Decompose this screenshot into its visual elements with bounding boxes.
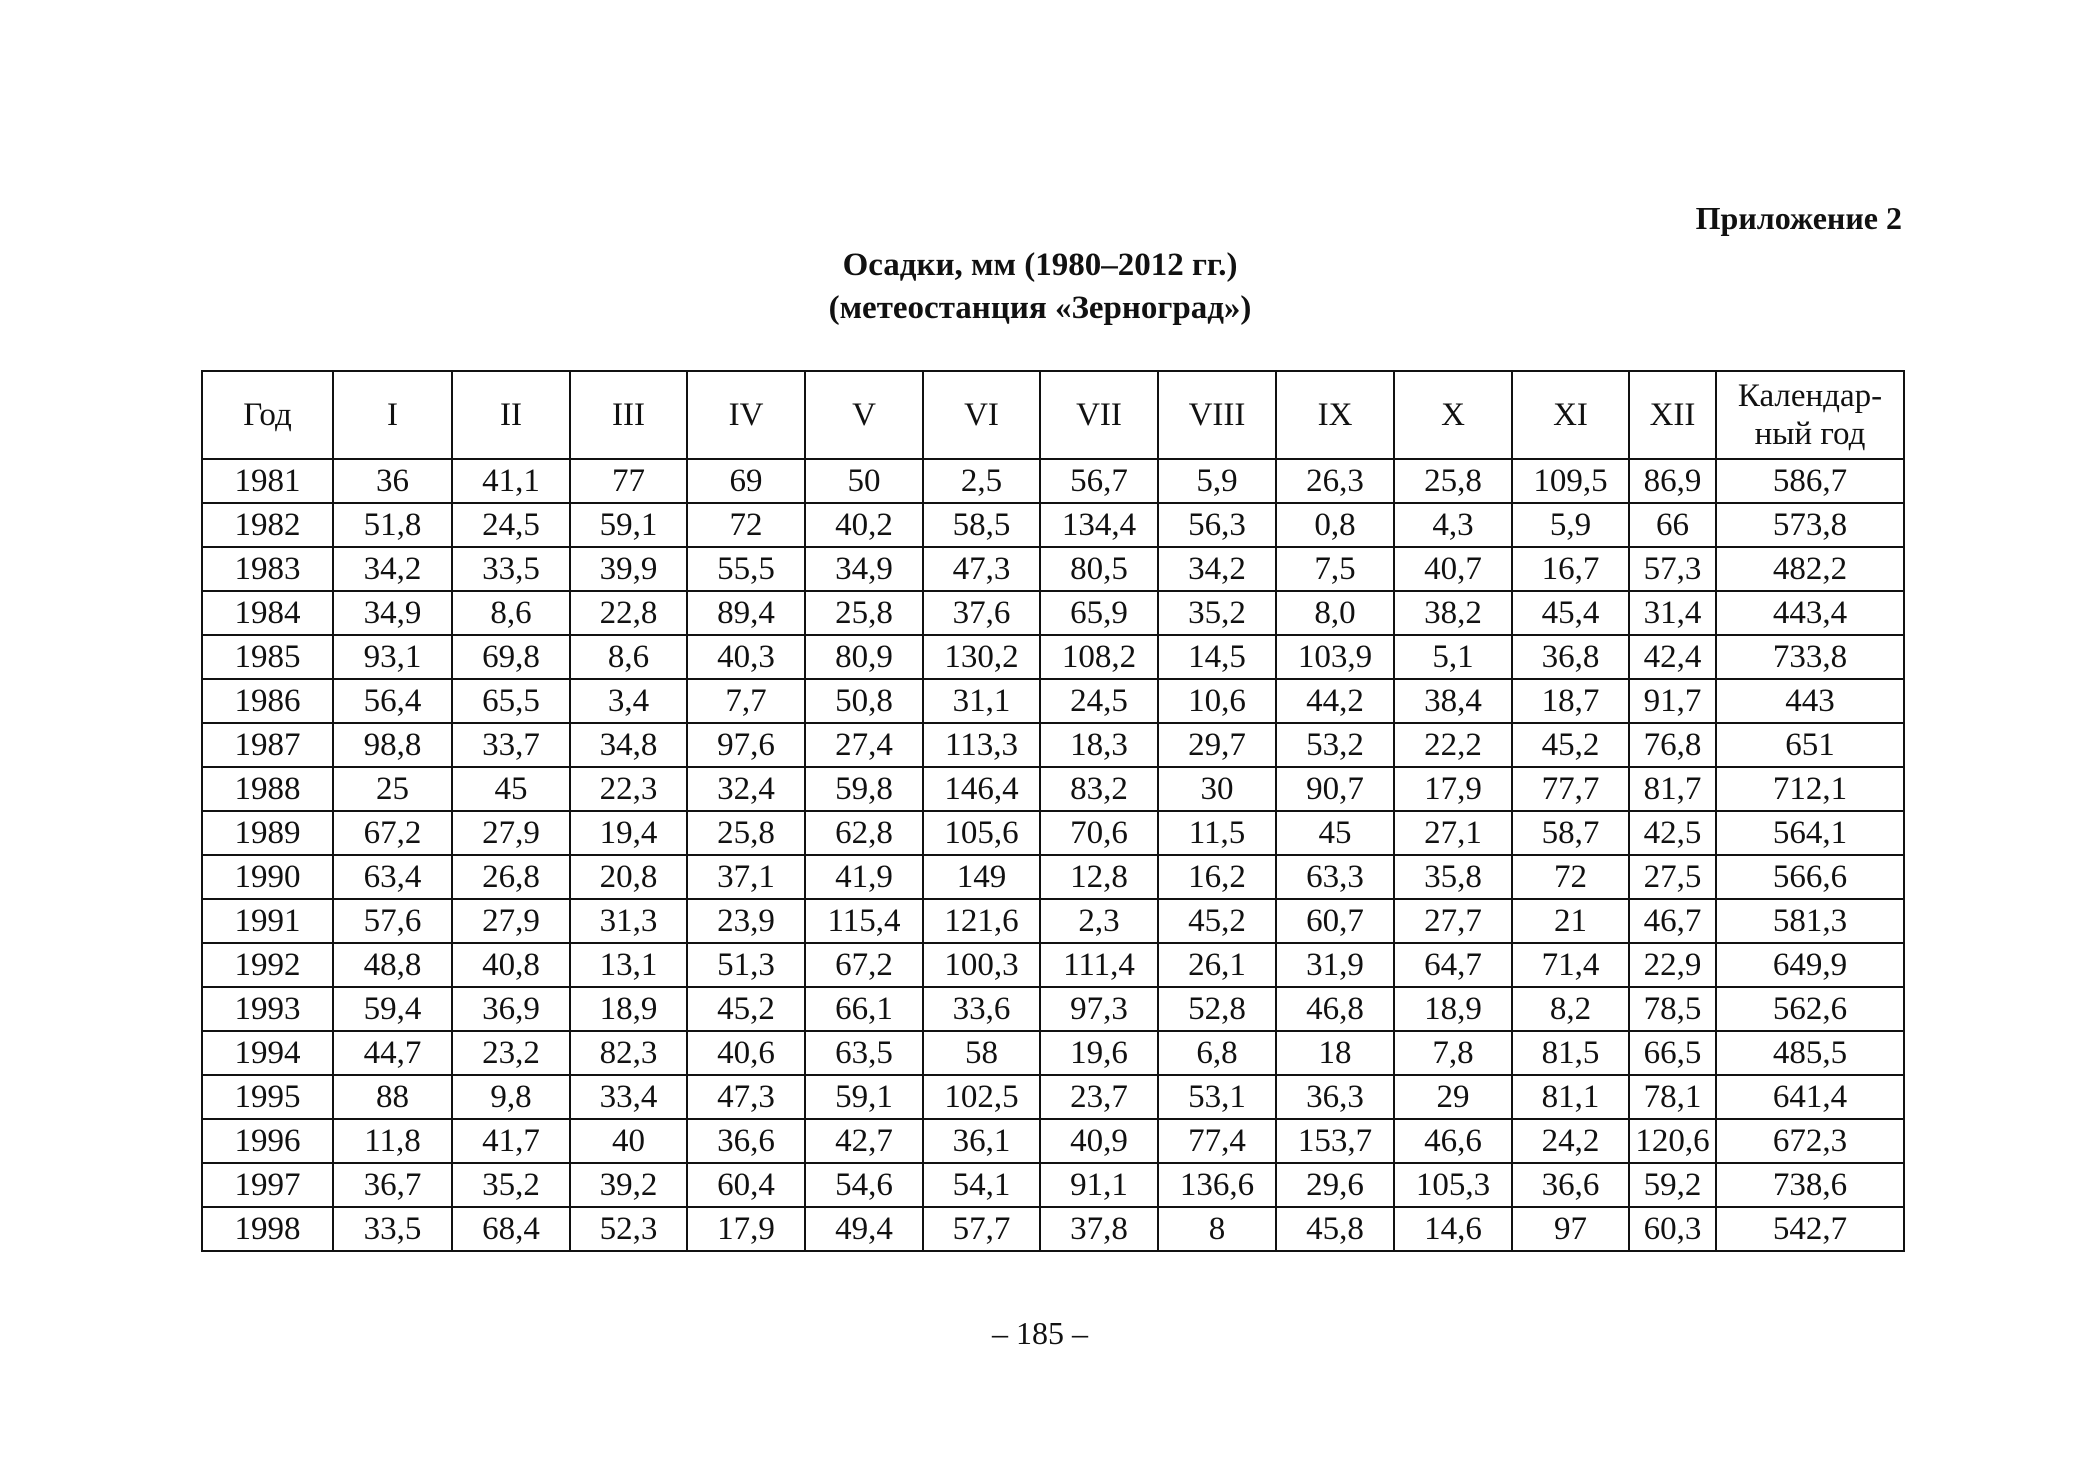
annual-cell: 564,1 — [1716, 811, 1904, 855]
month-cell: 13,1 — [570, 943, 687, 987]
month-cell: 30 — [1158, 767, 1276, 811]
month-cell: 82,3 — [570, 1031, 687, 1075]
annual-cell: 641,4 — [1716, 1075, 1904, 1119]
month-cell: 77,4 — [1158, 1119, 1276, 1163]
month-cell: 6,8 — [1158, 1031, 1276, 1075]
month-cell: 77,7 — [1512, 767, 1629, 811]
annual-cell: 733,8 — [1716, 635, 1904, 679]
header-month: VIII — [1158, 371, 1276, 459]
header-month: X — [1394, 371, 1512, 459]
month-cell: 26,3 — [1276, 459, 1394, 503]
month-cell: 45,2 — [687, 987, 805, 1031]
month-cell: 20,8 — [570, 855, 687, 899]
month-cell: 89,4 — [687, 591, 805, 635]
table-row — [202, 855, 1904, 899]
month-cell: 18,7 — [1512, 679, 1629, 723]
month-cell: 41,9 — [805, 855, 923, 899]
month-cell: 63,3 — [1276, 855, 1394, 899]
year-cell: 1988 — [202, 767, 333, 811]
table-row — [202, 1119, 1904, 1163]
month-cell: 22,9 — [1629, 943, 1716, 987]
month-cell: 58,5 — [923, 503, 1040, 547]
month-cell: 27,1 — [1394, 811, 1512, 855]
month-cell: 108,2 — [1040, 635, 1158, 679]
month-cell: 33,7 — [452, 723, 570, 767]
month-cell: 17,9 — [687, 1207, 805, 1251]
month-cell: 153,7 — [1276, 1119, 1394, 1163]
month-cell: 19,4 — [570, 811, 687, 855]
header-annual: Календар-ный год — [1716, 371, 1904, 459]
month-cell: 46,8 — [1276, 987, 1394, 1031]
month-cell: 34,2 — [1158, 547, 1276, 591]
month-cell: 56,4 — [333, 679, 452, 723]
month-cell: 42,7 — [805, 1119, 923, 1163]
month-cell: 39,9 — [570, 547, 687, 591]
month-cell: 36,6 — [687, 1119, 805, 1163]
table-row — [202, 811, 1904, 855]
month-cell: 29,7 — [1158, 723, 1276, 767]
month-cell: 8,0 — [1276, 591, 1394, 635]
month-cell: 105,6 — [923, 811, 1040, 855]
header-month: XII — [1629, 371, 1716, 459]
table-row — [202, 1075, 1904, 1119]
month-cell: 25 — [333, 767, 452, 811]
month-cell: 23,7 — [1040, 1075, 1158, 1119]
month-cell: 33,5 — [452, 547, 570, 591]
year-cell: 1992 — [202, 943, 333, 987]
year-cell: 1998 — [202, 1207, 333, 1251]
annual-cell: 443,4 — [1716, 591, 1904, 635]
month-cell: 66 — [1629, 503, 1716, 547]
month-cell: 36,7 — [333, 1163, 452, 1207]
table-row — [202, 547, 1904, 591]
month-cell: 77 — [570, 459, 687, 503]
month-cell: 19,6 — [1040, 1031, 1158, 1075]
month-cell: 18,9 — [1394, 987, 1512, 1031]
header-month: V — [805, 371, 923, 459]
month-cell: 2,5 — [923, 459, 1040, 503]
month-cell: 60,7 — [1276, 899, 1394, 943]
table-row — [202, 1207, 1904, 1251]
month-cell: 11,5 — [1158, 811, 1276, 855]
month-cell: 53,1 — [1158, 1075, 1276, 1119]
month-cell: 80,5 — [1040, 547, 1158, 591]
year-cell: 1989 — [202, 811, 333, 855]
month-cell: 78,1 — [1629, 1075, 1716, 1119]
month-cell: 59,8 — [805, 767, 923, 811]
month-cell: 42,5 — [1629, 811, 1716, 855]
month-cell: 35,2 — [1158, 591, 1276, 635]
month-cell: 63,5 — [805, 1031, 923, 1075]
month-cell: 31,9 — [1276, 943, 1394, 987]
year-cell: 1994 — [202, 1031, 333, 1075]
table-row — [202, 679, 1904, 723]
month-cell: 103,9 — [1276, 635, 1394, 679]
annual-cell: 542,7 — [1716, 1207, 1904, 1251]
month-cell: 45,4 — [1512, 591, 1629, 635]
month-cell: 26,1 — [1158, 943, 1276, 987]
month-cell: 57,7 — [923, 1207, 1040, 1251]
year-cell: 1987 — [202, 723, 333, 767]
month-cell: 69 — [687, 459, 805, 503]
month-cell: 53,2 — [1276, 723, 1394, 767]
page-number: – 185 – — [992, 1315, 1088, 1351]
table-row — [202, 459, 1904, 503]
month-cell: 71,4 — [1512, 943, 1629, 987]
month-cell: 18,3 — [1040, 723, 1158, 767]
year-cell: 1997 — [202, 1163, 333, 1207]
month-cell: 44,7 — [333, 1031, 452, 1075]
month-cell: 25,8 — [805, 591, 923, 635]
month-cell: 40,6 — [687, 1031, 805, 1075]
table-row — [202, 899, 1904, 943]
month-cell: 130,2 — [923, 635, 1040, 679]
table-subtitle: (метеостанция «Зерноград») — [828, 290, 1252, 326]
year-cell: 1984 — [202, 591, 333, 635]
month-cell: 44,2 — [1276, 679, 1394, 723]
month-cell: 8,2 — [1512, 987, 1629, 1031]
month-cell: 105,3 — [1394, 1163, 1512, 1207]
month-cell: 33,6 — [923, 987, 1040, 1031]
month-cell: 34,9 — [333, 591, 452, 635]
annual-cell: 672,3 — [1716, 1119, 1904, 1163]
month-cell: 8 — [1158, 1207, 1276, 1251]
month-cell: 97,3 — [1040, 987, 1158, 1031]
month-cell: 8,6 — [452, 591, 570, 635]
month-cell: 100,3 — [923, 943, 1040, 987]
month-cell: 26,8 — [452, 855, 570, 899]
month-cell: 113,3 — [923, 723, 1040, 767]
month-cell: 34,2 — [333, 547, 452, 591]
month-cell: 41,1 — [452, 459, 570, 503]
month-cell: 35,8 — [1394, 855, 1512, 899]
month-cell: 21 — [1512, 899, 1629, 943]
month-cell: 93,1 — [333, 635, 452, 679]
month-cell: 4,3 — [1394, 503, 1512, 547]
month-cell: 59,2 — [1629, 1163, 1716, 1207]
month-cell: 65,5 — [452, 679, 570, 723]
month-cell: 40,9 — [1040, 1119, 1158, 1163]
year-cell: 1991 — [202, 899, 333, 943]
table-row — [202, 1031, 1904, 1075]
header-month: III — [570, 371, 687, 459]
annual-cell: 712,1 — [1716, 767, 1904, 811]
month-cell: 10,6 — [1158, 679, 1276, 723]
month-cell: 29,6 — [1276, 1163, 1394, 1207]
month-cell: 40,2 — [805, 503, 923, 547]
month-cell: 65,9 — [1040, 591, 1158, 635]
month-cell: 45,2 — [1512, 723, 1629, 767]
month-cell: 32,4 — [687, 767, 805, 811]
month-cell: 50 — [805, 459, 923, 503]
month-cell: 36,8 — [1512, 635, 1629, 679]
table-body — [202, 459, 1904, 1251]
month-cell: 45 — [1276, 811, 1394, 855]
month-cell: 18,9 — [570, 987, 687, 1031]
annual-cell: 651 — [1716, 723, 1904, 767]
month-cell: 149 — [923, 855, 1040, 899]
month-cell: 86,9 — [1629, 459, 1716, 503]
month-cell: 35,2 — [452, 1163, 570, 1207]
month-cell: 31,1 — [923, 679, 1040, 723]
month-cell: 14,6 — [1394, 1207, 1512, 1251]
month-cell: 81,7 — [1629, 767, 1716, 811]
month-cell: 90,7 — [1276, 767, 1394, 811]
month-cell: 60,4 — [687, 1163, 805, 1207]
month-cell: 3,4 — [570, 679, 687, 723]
table-row — [202, 591, 1904, 635]
month-cell: 66,5 — [1629, 1031, 1716, 1075]
table-row — [202, 503, 1904, 547]
year-cell: 1996 — [202, 1119, 333, 1163]
month-cell: 46,7 — [1629, 899, 1716, 943]
month-cell: 24,5 — [1040, 679, 1158, 723]
month-cell: 62,8 — [805, 811, 923, 855]
month-cell: 38,4 — [1394, 679, 1512, 723]
month-cell: 134,4 — [1040, 503, 1158, 547]
month-cell: 49,4 — [805, 1207, 923, 1251]
year-cell: 1981 — [202, 459, 333, 503]
month-cell: 25,8 — [687, 811, 805, 855]
month-cell: 45,2 — [1158, 899, 1276, 943]
month-cell: 56,7 — [1040, 459, 1158, 503]
table-row — [202, 723, 1904, 767]
month-cell: 40,8 — [452, 943, 570, 987]
table-row — [202, 767, 1904, 811]
month-cell: 5,9 — [1512, 503, 1629, 547]
month-cell: 55,5 — [687, 547, 805, 591]
month-cell: 45,8 — [1276, 1207, 1394, 1251]
month-cell: 59,1 — [805, 1075, 923, 1119]
month-cell: 69,8 — [452, 635, 570, 679]
month-cell: 56,3 — [1158, 503, 1276, 547]
month-cell: 111,4 — [1040, 943, 1158, 987]
month-cell: 102,5 — [923, 1075, 1040, 1119]
month-cell: 36,3 — [1276, 1075, 1394, 1119]
table-row — [202, 1163, 1904, 1207]
month-cell: 36 — [333, 459, 452, 503]
month-cell: 83,2 — [1040, 767, 1158, 811]
annual-cell: 482,2 — [1716, 547, 1904, 591]
annual-cell: 573,8 — [1716, 503, 1904, 547]
month-cell: 16,7 — [1512, 547, 1629, 591]
header-month: XI — [1512, 371, 1629, 459]
month-cell: 22,3 — [570, 767, 687, 811]
table-header-row — [202, 371, 1904, 459]
month-cell: 37,8 — [1040, 1207, 1158, 1251]
month-cell: 121,6 — [923, 899, 1040, 943]
month-cell: 22,2 — [1394, 723, 1512, 767]
month-cell: 58,7 — [1512, 811, 1629, 855]
month-cell: 37,6 — [923, 591, 1040, 635]
month-cell: 115,4 — [805, 899, 923, 943]
annual-cell: 443 — [1716, 679, 1904, 723]
month-cell: 47,3 — [687, 1075, 805, 1119]
month-cell: 17,9 — [1394, 767, 1512, 811]
month-cell: 52,8 — [1158, 987, 1276, 1031]
header-month: II — [452, 371, 570, 459]
month-cell: 47,3 — [923, 547, 1040, 591]
month-cell: 67,2 — [333, 811, 452, 855]
month-cell: 34,8 — [570, 723, 687, 767]
month-cell: 59,4 — [333, 987, 452, 1031]
month-cell: 120,6 — [1629, 1119, 1716, 1163]
month-cell: 37,1 — [687, 855, 805, 899]
month-cell: 59,1 — [570, 503, 687, 547]
month-cell: 80,9 — [805, 635, 923, 679]
month-cell: 41,7 — [452, 1119, 570, 1163]
month-cell: 22,8 — [570, 591, 687, 635]
year-cell: 1983 — [202, 547, 333, 591]
year-cell: 1993 — [202, 987, 333, 1031]
month-cell: 58 — [923, 1031, 1040, 1075]
month-cell: 68,4 — [452, 1207, 570, 1251]
month-cell: 27,5 — [1629, 855, 1716, 899]
month-cell: 12,8 — [1040, 855, 1158, 899]
month-cell: 72 — [687, 503, 805, 547]
month-cell: 51,3 — [687, 943, 805, 987]
month-cell: 27,7 — [1394, 899, 1512, 943]
month-cell: 146,4 — [923, 767, 1040, 811]
month-cell: 14,5 — [1158, 635, 1276, 679]
month-cell: 16,2 — [1158, 855, 1276, 899]
month-cell: 23,2 — [452, 1031, 570, 1075]
month-cell: 67,2 — [805, 943, 923, 987]
month-cell: 78,5 — [1629, 987, 1716, 1031]
month-cell: 57,3 — [1629, 547, 1716, 591]
month-cell: 109,5 — [1512, 459, 1629, 503]
month-cell: 63,4 — [333, 855, 452, 899]
month-cell: 39,2 — [570, 1163, 687, 1207]
month-cell: 97 — [1512, 1207, 1629, 1251]
month-cell: 98,8 — [333, 723, 452, 767]
annual-cell: 581,3 — [1716, 899, 1904, 943]
month-cell: 38,2 — [1394, 591, 1512, 635]
annual-cell: 562,6 — [1716, 987, 1904, 1031]
month-cell: 36,1 — [923, 1119, 1040, 1163]
month-cell: 23,9 — [687, 899, 805, 943]
month-cell: 31,4 — [1629, 591, 1716, 635]
header-month: I — [333, 371, 452, 459]
month-cell: 40,3 — [687, 635, 805, 679]
month-cell: 33,5 — [333, 1207, 452, 1251]
month-cell: 60,3 — [1629, 1207, 1716, 1251]
month-cell: 7,7 — [687, 679, 805, 723]
month-cell: 81,1 — [1512, 1075, 1629, 1119]
year-cell: 1990 — [202, 855, 333, 899]
month-cell: 29 — [1394, 1075, 1512, 1119]
year-cell: 1985 — [202, 635, 333, 679]
month-cell: 5,1 — [1394, 635, 1512, 679]
month-cell: 91,7 — [1629, 679, 1716, 723]
annual-cell: 738,6 — [1716, 1163, 1904, 1207]
annual-cell: 649,9 — [1716, 943, 1904, 987]
month-cell: 2,3 — [1040, 899, 1158, 943]
table-row — [202, 635, 1904, 679]
month-cell: 8,6 — [570, 635, 687, 679]
month-cell: 24,2 — [1512, 1119, 1629, 1163]
month-cell: 50,8 — [805, 679, 923, 723]
month-cell: 34,9 — [805, 547, 923, 591]
month-cell: 54,6 — [805, 1163, 923, 1207]
header-month: VII — [1040, 371, 1158, 459]
month-cell: 97,6 — [687, 723, 805, 767]
month-cell: 31,3 — [570, 899, 687, 943]
month-cell: 27,9 — [452, 899, 570, 943]
month-cell: 91,1 — [1040, 1163, 1158, 1207]
month-cell: 51,8 — [333, 503, 452, 547]
month-cell: 9,8 — [452, 1075, 570, 1119]
month-cell: 18 — [1276, 1031, 1394, 1075]
month-cell: 46,6 — [1394, 1119, 1512, 1163]
month-cell: 52,3 — [570, 1207, 687, 1251]
month-cell: 27,4 — [805, 723, 923, 767]
table-title: Осадки, мм (1980–2012 гг.) — [842, 247, 1238, 283]
month-cell: 48,8 — [333, 943, 452, 987]
month-cell: 0,8 — [1276, 503, 1394, 547]
year-cell: 1986 — [202, 679, 333, 723]
month-cell: 66,1 — [805, 987, 923, 1031]
month-cell: 45 — [452, 767, 570, 811]
appendix-label: Приложение 2 — [1695, 200, 1902, 236]
month-cell: 88 — [333, 1075, 452, 1119]
month-cell: 64,7 — [1394, 943, 1512, 987]
month-cell: 27,9 — [452, 811, 570, 855]
precipitation-table — [201, 370, 1905, 1252]
month-cell: 25,8 — [1394, 459, 1512, 503]
month-cell: 36,9 — [452, 987, 570, 1031]
month-cell: 42,4 — [1629, 635, 1716, 679]
annual-cell: 485,5 — [1716, 1031, 1904, 1075]
month-cell: 57,6 — [333, 899, 452, 943]
month-cell: 76,8 — [1629, 723, 1716, 767]
header-month: IV — [687, 371, 805, 459]
month-cell: 81,5 — [1512, 1031, 1629, 1075]
month-cell: 54,1 — [923, 1163, 1040, 1207]
month-cell: 7,5 — [1276, 547, 1394, 591]
table-row — [202, 943, 1904, 987]
month-cell: 40,7 — [1394, 547, 1512, 591]
table-row — [202, 987, 1904, 1031]
month-cell: 40 — [570, 1119, 687, 1163]
annual-cell: 566,6 — [1716, 855, 1904, 899]
month-cell: 24,5 — [452, 503, 570, 547]
header-month: IX — [1276, 371, 1394, 459]
annual-cell: 586,7 — [1716, 459, 1904, 503]
month-cell: 136,6 — [1158, 1163, 1276, 1207]
header-month: VI — [923, 371, 1040, 459]
month-cell: 33,4 — [570, 1075, 687, 1119]
header-year: Год — [202, 371, 333, 459]
month-cell: 72 — [1512, 855, 1629, 899]
month-cell: 70,6 — [1040, 811, 1158, 855]
year-cell: 1995 — [202, 1075, 333, 1119]
month-cell: 7,8 — [1394, 1031, 1512, 1075]
month-cell: 11,8 — [333, 1119, 452, 1163]
month-cell: 5,9 — [1158, 459, 1276, 503]
year-cell: 1982 — [202, 503, 333, 547]
month-cell: 36,6 — [1512, 1163, 1629, 1207]
